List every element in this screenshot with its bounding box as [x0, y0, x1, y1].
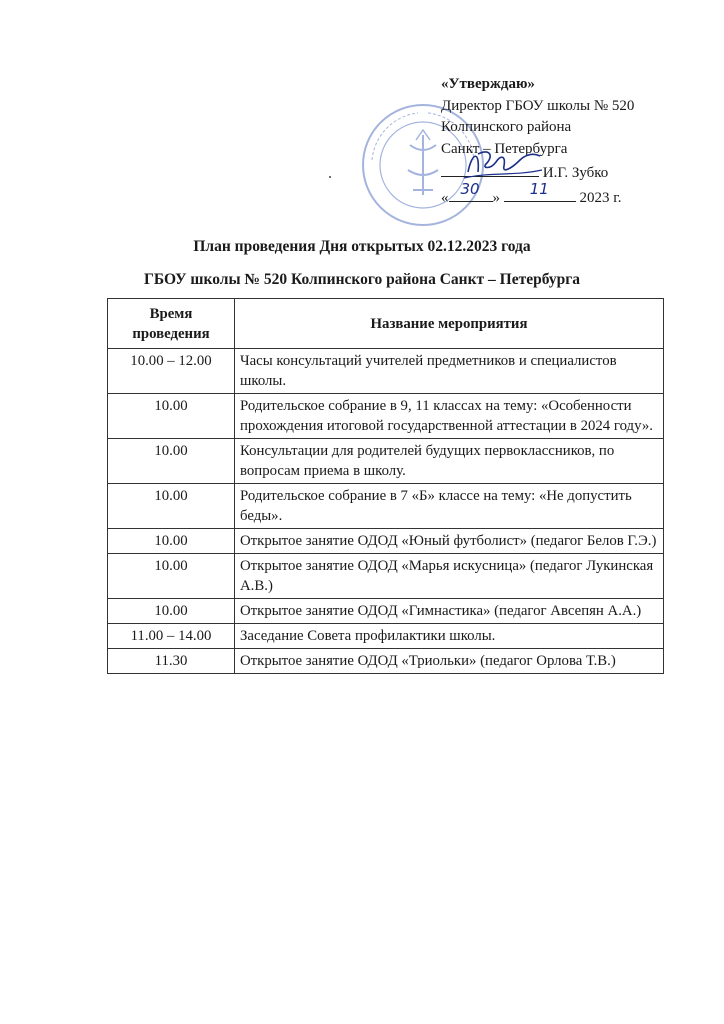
date-day-field [449, 180, 493, 202]
row-event: Родительское собрание в 9, 11 классах на тему: «Особенности прохождения итоговой государственной аттестации в 2024 году». [235, 394, 664, 439]
row-time: 10.00 [108, 439, 235, 484]
document-subtitle: ГБОУ школы № 520 Колпинского района Санкт – Петербурга [143, 271, 581, 288]
row-event: Заседание Совета профилактики школы. [235, 624, 664, 649]
table-row [108, 599, 664, 624]
approval-district: Колпинского района [441, 119, 572, 135]
table-row [108, 394, 664, 439]
row-time: 11.00 – 14.00 [108, 624, 235, 649]
approval-city: Санкт – Петербурга [441, 140, 568, 157]
row-time: 10.00 [108, 554, 235, 599]
row-event: Открытое занятие ОДОД «Триольки» (педагог Орлова Т.В.) [235, 649, 664, 674]
director-signature [460, 142, 545, 186]
table-row [108, 484, 664, 529]
table-row [108, 649, 664, 674]
table-row [108, 529, 664, 554]
date-month-handwritten: 11 [529, 180, 549, 198]
approval-heading: «Утверждаю» [441, 76, 535, 92]
row-event: Часы консультаций учителей предметников и специалистов школы. [235, 349, 664, 394]
row-event: Открытое занятие ОДОД «Марья искусница» (педагог Лукинская А.В.) [235, 554, 664, 599]
document-title: План проведения Дня открытых 02.12.2023 года [193, 238, 531, 255]
approval-signer-name: И.Г. Зубко [542, 165, 609, 181]
header-event: Название мероприятия [235, 299, 664, 349]
row-time: 10.00 [108, 599, 235, 624]
row-time: 10.00 – 12.00 [108, 349, 235, 394]
date-close-quote: » [492, 189, 500, 206]
table-row [108, 624, 664, 649]
approval-position: Директор ГБОУ школы № 520 [441, 97, 635, 114]
events-table [107, 298, 664, 674]
date-month-field [504, 180, 576, 202]
table-row [108, 349, 664, 394]
table-row [108, 554, 664, 599]
row-event: Родительское собрание в 7 «Б» классе на тему: «Не допустить беды». [235, 484, 664, 529]
row-time: 10.00 [108, 394, 235, 439]
row-event: Открытое занятие ОДОД «Гимнастика» (педагог Авсепян А.А.) [235, 599, 664, 624]
approval-date-line [441, 180, 634, 210]
row-time: 10.00 [108, 529, 235, 554]
row-event: Консультации для родителей будущих первоклассников, по вопросам приема в школу. [235, 439, 664, 484]
header-time: Время проведения [108, 299, 235, 349]
date-year: 2023 г. [579, 189, 622, 206]
stray-mark [329, 176, 331, 178]
table-row [108, 439, 664, 484]
date-day-handwritten: 30 [460, 180, 480, 198]
row-time: 11.30 [108, 649, 235, 674]
date-open-quote: « [441, 189, 449, 206]
table-header-row [108, 299, 664, 349]
row-event: Открытое занятие ОДОД «Юный футболист» (педагог Белов Г.Э.) [235, 529, 664, 554]
row-time: 10.00 [108, 484, 235, 529]
